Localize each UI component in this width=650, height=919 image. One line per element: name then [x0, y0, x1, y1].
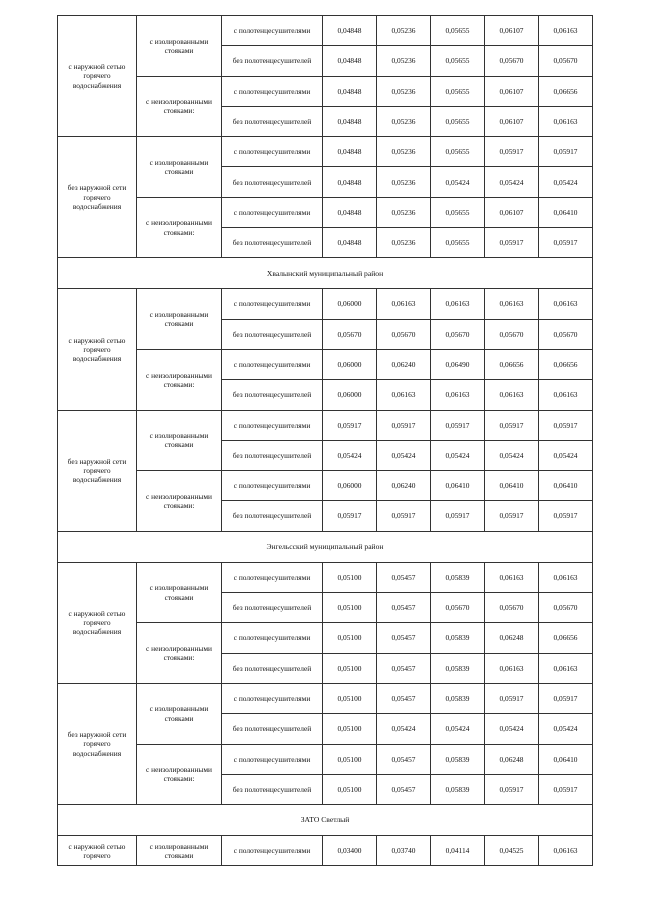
value-cell: 0,05670: [431, 319, 485, 349]
value-cell: 0,05100: [323, 774, 377, 804]
value-cell: 0,06240: [377, 471, 431, 501]
value-cell: 0,05457: [377, 593, 431, 623]
value-cell: 0,05917: [323, 501, 377, 531]
towel-dryer-cell: без полотенцесушителей: [222, 228, 323, 258]
value-cell: 0,06163: [539, 653, 593, 683]
tariff-table: [57, 15, 593, 866]
value-cell: 0,05917: [485, 683, 539, 713]
towel-dryer-cell: без полотенцесушителей: [222, 774, 323, 804]
value-cell: 0,05424: [377, 714, 431, 744]
region-header-row: [58, 805, 593, 836]
towel-dryer-cell: с полотенцесушителями: [222, 289, 323, 319]
towel-dryer-cell: без полотенцесушителей: [222, 46, 323, 76]
value-cell: 0,06163: [539, 380, 593, 410]
value-cell: 0,05655: [431, 76, 485, 106]
value-cell: 0,05670: [539, 319, 593, 349]
value-cell: 0,05236: [377, 16, 431, 46]
value-cell: 0,03400: [323, 836, 377, 866]
region-header-row: [58, 258, 593, 289]
value-cell: 0,05236: [377, 167, 431, 197]
value-cell: 0,06163: [431, 289, 485, 319]
value-cell: 0,06656: [539, 623, 593, 653]
table-row: [58, 744, 593, 774]
value-cell: 0,05670: [485, 46, 539, 76]
riser-type-cell: с изолированными стояками: [137, 410, 222, 471]
value-cell: 0,06410: [539, 471, 593, 501]
riser-type-cell: с неизолированными стояками:: [137, 623, 222, 684]
towel-dryer-cell: без полотенцесушителей: [222, 319, 323, 349]
value-cell: 0,05655: [431, 197, 485, 227]
value-cell: 0,05236: [377, 197, 431, 227]
towel-dryer-cell: без полотенцесушителей: [222, 714, 323, 744]
value-cell: 0,05457: [377, 683, 431, 713]
value-cell: 0,05457: [377, 744, 431, 774]
value-cell: 0,06000: [323, 349, 377, 379]
table-row: [58, 349, 593, 379]
network-category-cell: без наружной сети горячего водоснабжения: [58, 137, 137, 258]
riser-type-cell: с изолированными стояками: [137, 683, 222, 744]
value-cell: 0,03740: [377, 836, 431, 866]
value-cell: 0,05424: [431, 167, 485, 197]
value-cell: 0,05917: [431, 410, 485, 440]
value-cell: 0,05917: [485, 228, 539, 258]
value-cell: 0,04848: [323, 167, 377, 197]
value-cell: 0,06248: [485, 744, 539, 774]
table-row: [58, 289, 593, 319]
network-category-cell: с наружной сетью горячего: [58, 836, 137, 866]
table-row: [58, 76, 593, 106]
towel-dryer-cell: без полотенцесушителей: [222, 593, 323, 623]
region-title: Хвалынский муниципальный район: [58, 258, 593, 289]
value-cell: 0,05100: [323, 714, 377, 744]
table-row: [58, 623, 593, 653]
value-cell: 0,05917: [485, 774, 539, 804]
value-cell: 0,06656: [539, 349, 593, 379]
value-cell: 0,05917: [539, 774, 593, 804]
riser-type-cell: с изолированными стояками: [137, 137, 222, 198]
riser-type-cell: с неизолированными стояками:: [137, 76, 222, 137]
value-cell: 0,05655: [431, 16, 485, 46]
value-cell: 0,05670: [485, 319, 539, 349]
value-cell: 0,05670: [431, 593, 485, 623]
riser-type-cell: с неизолированными стояками:: [137, 471, 222, 532]
network-category-cell: с наружной сетью горячего водоснабжения: [58, 289, 137, 410]
towel-dryer-cell: с полотенцесушителями: [222, 683, 323, 713]
value-cell: 0,05917: [377, 501, 431, 531]
value-cell: 0,05100: [323, 653, 377, 683]
value-cell: 0,05839: [431, 653, 485, 683]
value-cell: 0,05100: [323, 623, 377, 653]
value-cell: 0,05917: [377, 410, 431, 440]
value-cell: 0,05236: [377, 46, 431, 76]
value-cell: 0,06107: [485, 16, 539, 46]
value-cell: 0,06163: [431, 380, 485, 410]
towel-dryer-cell: с полотенцесушителями: [222, 562, 323, 592]
network-category-cell: с наружной сетью горячего водоснабжения: [58, 16, 137, 137]
value-cell: 0,06163: [539, 16, 593, 46]
value-cell: 0,06410: [539, 197, 593, 227]
region-title: Энгельсский муниципальный район: [58, 531, 593, 562]
value-cell: 0,05424: [431, 714, 485, 744]
towel-dryer-cell: без полотенцесушителей: [222, 106, 323, 136]
value-cell: 0,05917: [323, 410, 377, 440]
value-cell: 0,05457: [377, 562, 431, 592]
table-row: [58, 562, 593, 592]
value-cell: 0,05917: [485, 410, 539, 440]
value-cell: 0,05917: [539, 410, 593, 440]
value-cell: 0,05917: [539, 137, 593, 167]
value-cell: 0,05424: [485, 167, 539, 197]
table-row: [58, 471, 593, 501]
value-cell: 0,05839: [431, 562, 485, 592]
network-category-cell: с наружной сетью горячего водоснабжения: [58, 562, 137, 683]
table-row: [58, 836, 593, 866]
riser-type-cell: с неизолированными стояками:: [137, 349, 222, 410]
network-category-cell: без наружной сети горячего водоснабжения: [58, 410, 137, 531]
value-cell: 0,06163: [485, 380, 539, 410]
value-cell: 0,05670: [539, 593, 593, 623]
value-cell: 0,05670: [377, 319, 431, 349]
riser-type-cell: с изолированными стояками: [137, 562, 222, 623]
table-row: [58, 410, 593, 440]
towel-dryer-cell: с полотенцесушителями: [222, 471, 323, 501]
value-cell: 0,06163: [377, 380, 431, 410]
table-row: [58, 683, 593, 713]
towel-dryer-cell: с полотенцесушителями: [222, 623, 323, 653]
towel-dryer-cell: с полотенцесушителями: [222, 744, 323, 774]
value-cell: 0,05100: [323, 562, 377, 592]
value-cell: 0,05236: [377, 228, 431, 258]
value-cell: 0,05457: [377, 623, 431, 653]
value-cell: 0,05917: [485, 501, 539, 531]
towel-dryer-cell: с полотенцесушителями: [222, 137, 323, 167]
value-cell: 0,06410: [431, 471, 485, 501]
riser-type-cell: с неизолированными стояками:: [137, 197, 222, 258]
value-cell: 0,05457: [377, 774, 431, 804]
value-cell: 0,05839: [431, 683, 485, 713]
value-cell: 0,06000: [323, 380, 377, 410]
network-category-cell: без наружной сети горячего водоснабжения: [58, 683, 137, 804]
value-cell: 0,05424: [485, 440, 539, 470]
value-cell: 0,06163: [485, 653, 539, 683]
table-row: [58, 137, 593, 167]
value-cell: 0,05839: [431, 744, 485, 774]
value-cell: 0,06163: [539, 836, 593, 866]
value-cell: 0,05236: [377, 76, 431, 106]
value-cell: 0,06000: [323, 289, 377, 319]
region-title: ЗАТО Светлый: [58, 805, 593, 836]
value-cell: 0,06163: [539, 289, 593, 319]
value-cell: 0,05670: [539, 46, 593, 76]
value-cell: 0,06107: [485, 197, 539, 227]
value-cell: 0,05655: [431, 46, 485, 76]
towel-dryer-cell: без полотенцесушителей: [222, 653, 323, 683]
value-cell: 0,06248: [485, 623, 539, 653]
value-cell: 0,05100: [323, 593, 377, 623]
value-cell: 0,06163: [485, 289, 539, 319]
value-cell: 0,05917: [539, 501, 593, 531]
value-cell: 0,04525: [485, 836, 539, 866]
towel-dryer-cell: без полотенцесушителей: [222, 167, 323, 197]
value-cell: 0,05670: [323, 319, 377, 349]
riser-type-cell: с неизолированными стояками:: [137, 744, 222, 805]
towel-dryer-cell: без полотенцесушителей: [222, 440, 323, 470]
riser-type-cell: с изолированными стояками: [137, 16, 222, 77]
value-cell: 0,06240: [377, 349, 431, 379]
value-cell: 0,04848: [323, 197, 377, 227]
towel-dryer-cell: с полотенцесушителями: [222, 16, 323, 46]
value-cell: 0,04114: [431, 836, 485, 866]
towel-dryer-cell: с полотенцесушителями: [222, 410, 323, 440]
value-cell: 0,06107: [485, 76, 539, 106]
value-cell: 0,06410: [485, 471, 539, 501]
value-cell: 0,05655: [431, 137, 485, 167]
value-cell: 0,05424: [377, 440, 431, 470]
value-cell: 0,05655: [431, 228, 485, 258]
riser-type-cell: с изолированными стояками: [137, 289, 222, 350]
value-cell: 0,06163: [539, 106, 593, 136]
value-cell: 0,05424: [431, 440, 485, 470]
value-cell: 0,06163: [377, 289, 431, 319]
value-cell: 0,06410: [539, 744, 593, 774]
value-cell: 0,05917: [485, 137, 539, 167]
value-cell: 0,06163: [539, 562, 593, 592]
table-row: [58, 197, 593, 227]
value-cell: 0,05424: [539, 167, 593, 197]
towel-dryer-cell: с полотенцесушителями: [222, 349, 323, 379]
value-cell: 0,05424: [539, 714, 593, 744]
value-cell: 0,05670: [485, 593, 539, 623]
value-cell: 0,06000: [323, 471, 377, 501]
value-cell: 0,06656: [539, 76, 593, 106]
value-cell: 0,05424: [323, 440, 377, 470]
table-row: [58, 16, 593, 46]
value-cell: 0,05236: [377, 137, 431, 167]
value-cell: 0,06490: [431, 349, 485, 379]
towel-dryer-cell: с полотенцесушителями: [222, 76, 323, 106]
value-cell: 0,06656: [485, 349, 539, 379]
value-cell: 0,04848: [323, 76, 377, 106]
towel-dryer-cell: без полотенцесушителей: [222, 501, 323, 531]
region-header-row: [58, 531, 593, 562]
value-cell: 0,04848: [323, 137, 377, 167]
riser-type-cell: с изолированными стояками: [137, 836, 222, 866]
value-cell: 0,05424: [539, 440, 593, 470]
value-cell: 0,06163: [485, 562, 539, 592]
value-cell: 0,05100: [323, 683, 377, 713]
value-cell: 0,04848: [323, 46, 377, 76]
towel-dryer-cell: с полотенцесушителями: [222, 836, 323, 866]
value-cell: 0,05457: [377, 653, 431, 683]
value-cell: 0,05917: [539, 228, 593, 258]
value-cell: 0,05839: [431, 623, 485, 653]
value-cell: 0,06107: [485, 106, 539, 136]
value-cell: 0,05236: [377, 106, 431, 136]
towel-dryer-cell: с полотенцесушителями: [222, 197, 323, 227]
towel-dryer-cell: без полотенцесушителей: [222, 380, 323, 410]
value-cell: 0,05100: [323, 744, 377, 774]
value-cell: 0,05917: [539, 683, 593, 713]
value-cell: 0,05424: [485, 714, 539, 744]
value-cell: 0,05839: [431, 774, 485, 804]
value-cell: 0,05917: [431, 501, 485, 531]
value-cell: 0,04848: [323, 16, 377, 46]
value-cell: 0,04848: [323, 228, 377, 258]
value-cell: 0,05655: [431, 106, 485, 136]
value-cell: 0,04848: [323, 106, 377, 136]
